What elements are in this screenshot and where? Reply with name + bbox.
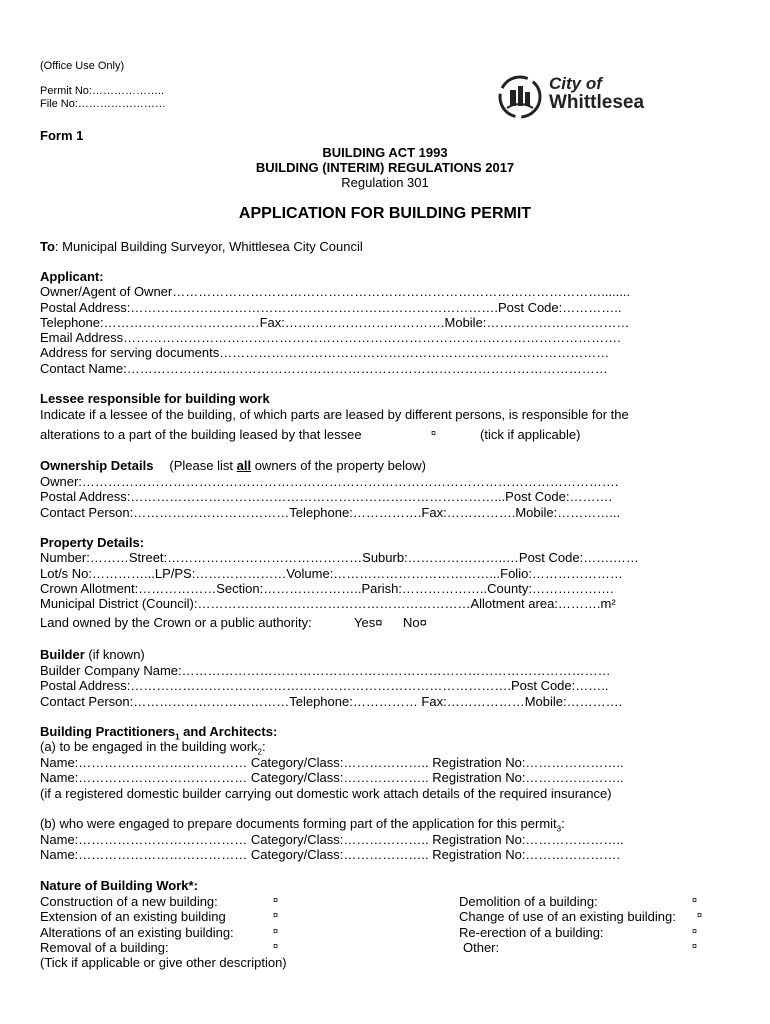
property-address-field[interactable]: Number:………Street:………………………………………Suburb:…………………..…Post Code:…….……	[40, 550, 639, 565]
to-label: To	[40, 239, 55, 254]
builder-heading: Builder	[40, 647, 85, 662]
nature-option-checkbox[interactable]: ¤	[692, 941, 698, 951]
crown-question: Land owned by the Crown or a public authority:	[40, 615, 312, 630]
ownership-heading-row	[40, 458, 426, 473]
practitioner-a-name-2[interactable]: Name:………………………………… Category/Class:……………….. Registration No:…………………..	[40, 770, 624, 785]
nature-option-label: Removal of a building:	[40, 940, 169, 955]
practitioners-b-post: :	[561, 816, 565, 831]
nature-option-checkbox[interactable]: ¤	[697, 910, 703, 920]
property-heading: Property Details:	[40, 535, 145, 550]
act-heading: BUILDING ACT 1993	[322, 145, 448, 160]
lessee-note: (tick if applicable)	[480, 427, 581, 442]
nature-option-checkbox[interactable]: ¤	[273, 895, 279, 905]
nature-option-label: Demolition of a building:	[459, 894, 598, 909]
nature-option-checkbox[interactable]: ¤	[273, 941, 279, 951]
file-no-field[interactable]: File No:……………………	[40, 98, 166, 110]
practitioners-heading-post: and Architects:	[179, 724, 278, 739]
practitioners-a-label: (a) to be engaged in the building work	[40, 739, 258, 754]
office-use-heading: (Office Use Only)	[40, 60, 125, 72]
practitioners-a-post: :	[262, 739, 266, 754]
nature-option-label: Extension of an existing building	[40, 909, 226, 924]
ownership-note-bold: all	[236, 458, 252, 473]
lessee-text-2: alterations to a part of the building leased by that lessee	[40, 427, 362, 442]
lessee-checkbox[interactable]: ¤	[431, 428, 437, 438]
owner-agent-field[interactable]: Owner/Agent of Owner………………………………………………………………………………………........	[40, 284, 631, 299]
to-text: : Municipal Building Surveyor, Whittlesea City Council	[54, 239, 363, 254]
footnote-ref-1: 1	[175, 732, 180, 742]
page-title: APPLICATION FOR BUILDING PERMIT	[238, 205, 532, 222]
footnote-ref-3: 3	[556, 824, 562, 834]
practitioner-b-name-2[interactable]: Name:………………………………… Category/Class:……………….. Registration No:………………….	[40, 847, 621, 862]
nature-option-checkbox[interactable]: ¤	[692, 895, 698, 905]
service-address-field[interactable]: Address for serving documents………………………………………………………………………………	[40, 345, 610, 360]
logo-line-1: City of	[549, 74, 602, 93]
city-emblem-icon	[497, 74, 543, 120]
nature-footnote: (Tick if applicable or give other description)	[40, 955, 287, 970]
regulation-number: Regulation 301	[341, 175, 429, 190]
builder-company-field[interactable]: Builder Company Name:………………………………………………………………………………………	[40, 663, 611, 678]
owner-postal-field[interactable]: Postal Address:…………………………………………………………………………...Post Code:……….	[40, 489, 613, 504]
practitioner-b-name-1[interactable]: Name:………………………………… Category/Class:……………….. Registration No:…………………..	[40, 832, 624, 847]
lessee-heading: Lessee responsible for building work	[40, 391, 270, 406]
logo-line-2: Whittlesea	[549, 92, 645, 113]
council-logo	[497, 72, 647, 122]
applicant-contact-field[interactable]: Contact Name:…………………………………………………………………………………………………	[40, 361, 608, 376]
property-district-field[interactable]: Municipal District (Council):………………………………………………………Allotment area:……….m²	[40, 596, 616, 611]
nature-option-label: Construction of a new building:	[40, 894, 218, 909]
ownership-note-post: owners of the property below)	[251, 458, 426, 473]
nature-option-checkbox[interactable]: ¤	[273, 926, 279, 936]
nature-option-checkbox[interactable]: ¤	[273, 910, 279, 920]
practitioner-a-name-1[interactable]: Name:………………………………… Category/Class:……………….. Registration No:…………………..	[40, 755, 624, 770]
nature-option-label: Change of use of an existing building:	[459, 909, 676, 924]
builder-heading-row	[40, 647, 145, 662]
crown-no-checkbox[interactable]: No¤	[403, 615, 427, 630]
form-label: Form 1	[40, 128, 84, 143]
owner-contact-field[interactable]: Contact Person:………………………………Telephone:…………….Fax:…………….Mobile:…………...	[40, 505, 621, 520]
addressee	[40, 239, 363, 254]
nature-option-label: Other:	[463, 940, 500, 955]
crown-yes-checkbox[interactable]: Yes¤	[354, 615, 383, 630]
builder-postal-field[interactable]: Postal Address:…………………………………………………………………………….Post Code:……..	[40, 678, 609, 693]
practitioners-a-text	[40, 739, 266, 757]
builder-heading-note: (if known)	[84, 647, 145, 662]
insurance-note: (if a registered domestic builder carrying out domestic work attach details of the required insurance)	[40, 786, 612, 801]
practitioners-b-text	[40, 816, 565, 834]
property-crown-field[interactable]: Crown Allotment:………………Section:…………………..Parish:………………..County:……………….	[40, 581, 614, 596]
nature-option-label: Alterations of an existing building:	[40, 925, 234, 940]
applicant-email-field[interactable]: Email Address…………………………………………………………………………………………………….	[40, 330, 621, 345]
ownership-heading: Ownership Details	[40, 458, 154, 473]
nature-option-checkbox[interactable]: ¤	[692, 926, 698, 936]
property-lot-field[interactable]: Lot/s No:…………...LP/PS:…………………Volume:………………………………...Folio:…………………	[40, 566, 623, 581]
nature-option-label: Re-erection of a building:	[459, 925, 604, 940]
lessee-text-1: Indicate if a lessee of the building, of which parts are leased by different persons, is responsible for the	[40, 407, 629, 422]
builder-contact-field[interactable]: Contact Person:………………………………Telephone:…………… Fax:………………Mobile:………….	[40, 694, 623, 709]
owner-field[interactable]: Owner:…………………………………………………………………………………………………………….	[40, 474, 619, 489]
applicant-phone-field[interactable]: Telephone:………………………………Fax:……………………………….Mobile:……………………………	[40, 315, 630, 330]
practitioners-b-label: (b) who were engaged to prepare documents forming part of the application for this permit	[40, 816, 557, 831]
ownership-note-pre: (Please list	[169, 458, 237, 473]
regulations-heading: BUILDING (INTERIM) REGULATIONS 2017	[255, 160, 515, 175]
applicant-postal-field[interactable]: Postal Address:………………………………………………………………………….Post Code:…………..	[40, 300, 622, 315]
permit-no-field[interactable]: Permit No:………………..	[40, 85, 165, 97]
applicant-heading: Applicant:	[40, 269, 104, 284]
nature-heading: Nature of Building Work*:	[40, 878, 198, 893]
practitioners-heading-text: Building Practitioners	[40, 724, 176, 739]
footnote-ref-2: 2	[257, 747, 262, 757]
